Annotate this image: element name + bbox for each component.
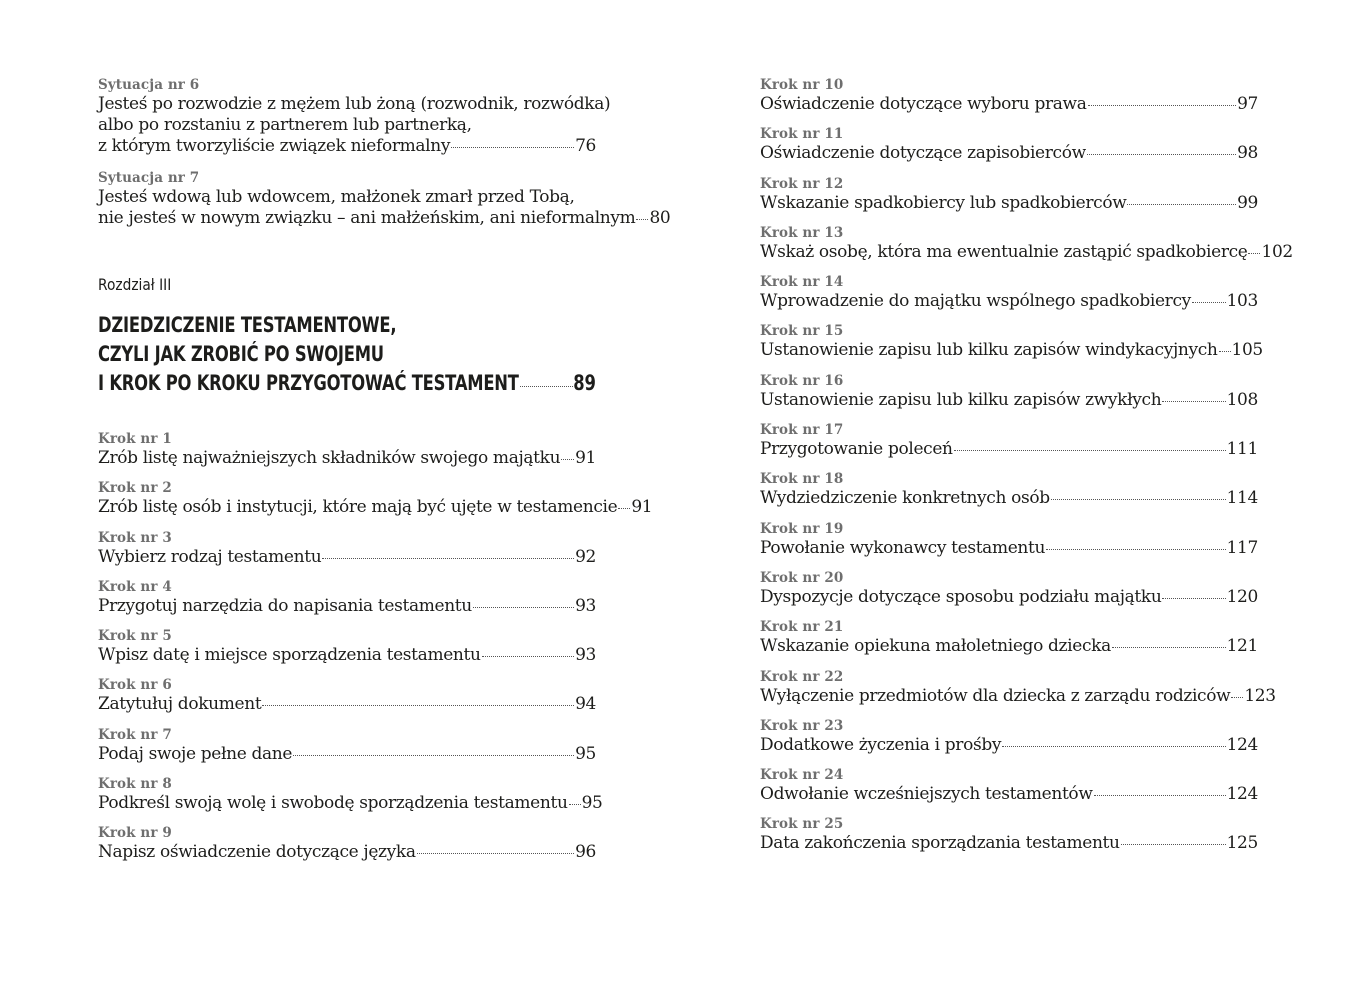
step-line — [98, 497, 653, 518]
entry-title: nie jesteś w nowym związku – ani małżeńskim, ani nieformalnym — [98, 208, 636, 228]
step-line — [98, 842, 596, 863]
dot-leader — [636, 219, 648, 220]
entry-label: Sytuacja nr 6 — [98, 77, 200, 93]
page-number: 108 — [1226, 389, 1258, 410]
toc-entry-step — [760, 224, 1293, 263]
step-label: Krok nr 12 — [760, 175, 844, 192]
entry-title-line: Jesteś po rozwodzie z mężem lub żoną (rozwodnik, rozwódka) — [98, 94, 611, 114]
page-number: 124 — [1226, 784, 1258, 805]
toc-entry-step — [760, 125, 1258, 164]
page-number: 103 — [1226, 291, 1258, 312]
page-number: 123 — [1244, 685, 1276, 706]
chapter-heading — [98, 275, 596, 398]
page-number: 97 — [1237, 94, 1258, 114]
step-title: Napisz oświadczenie dotyczące języka — [98, 842, 416, 863]
toc-entry-step — [98, 430, 596, 469]
page-number: 96 — [575, 842, 596, 863]
step-label: Krok nr 3 — [98, 529, 172, 546]
dot-leader — [1162, 401, 1225, 402]
step-label: Krok nr 14 — [760, 274, 844, 291]
page-number: 111 — [1226, 439, 1258, 460]
step-label: Krok nr 10 — [760, 77, 844, 93]
chapter-title-last-line — [98, 369, 596, 398]
step-title: Powołanie wykonawcy testamentu — [760, 537, 1046, 558]
step-label: Krok nr 25 — [760, 816, 844, 833]
dot-leader — [1112, 647, 1226, 648]
step-title: Przygotuj narzędzia do napisania testamentu — [98, 595, 472, 616]
toc-entry-step — [760, 618, 1258, 657]
toc-entry-step — [98, 824, 596, 863]
step-line — [760, 636, 1258, 657]
dot-leader — [1231, 697, 1243, 698]
step-title: Wskaż osobę, która ma ewentualnie zastąpić spadkobiercę — [760, 241, 1248, 262]
step-title: Oświadczenie dotyczące zapisobierców — [760, 143, 1086, 164]
toc-entry-step — [98, 529, 596, 568]
step-line — [98, 547, 596, 568]
dot-leader — [1248, 253, 1260, 254]
page-number: 125 — [1226, 833, 1258, 854]
page-number: 121 — [1226, 636, 1258, 657]
step-line — [760, 193, 1258, 214]
page-number: 93 — [575, 595, 596, 616]
toc-entry-step — [760, 766, 1258, 805]
step-line — [760, 488, 1258, 509]
step-title: Dyspozycje dotyczące sposobu podziału majątku — [760, 586, 1162, 607]
page-number: 93 — [575, 645, 596, 666]
step-label: Krok nr 2 — [98, 480, 172, 497]
page-number: 99 — [1237, 192, 1258, 213]
toc-entry-step — [98, 676, 596, 715]
step-title: Zatytułuj dokument — [98, 694, 262, 715]
dot-leader — [473, 607, 574, 608]
step-title: Wprowadzenie do majątku wspólnego spadkobiercy — [760, 291, 1191, 312]
step-line — [760, 94, 1258, 115]
step-line — [760, 241, 1293, 263]
toc-entry-situation-6 — [98, 76, 611, 157]
step-label: Krok nr 20 — [760, 569, 844, 586]
step-title: Zrób listę osób i instytucji, które mają być ujęte w testamencie — [98, 497, 618, 518]
step-title: Wskazanie opiekuna małoletniego dziecka — [760, 636, 1111, 657]
step-line — [98, 793, 603, 814]
page-number: 102 — [1261, 241, 1293, 262]
dot-leader — [569, 804, 581, 805]
dot-leader — [1121, 844, 1226, 845]
entry-title-line: albo po rozstaniu z partnerem lub partnerką, — [98, 115, 472, 135]
step-title: Oświadczenie dotyczące wyboru prawa — [760, 94, 1087, 114]
chapter-page-number: 89 — [573, 371, 596, 395]
page-number: 80 — [649, 208, 671, 228]
dot-leader — [322, 558, 574, 559]
step-title: Dodatkowe życzenia i prośby — [760, 734, 1002, 755]
page-number: 105 — [1231, 340, 1263, 361]
page-number: 120 — [1226, 586, 1258, 607]
chapter-label: Rozdział III — [98, 275, 172, 294]
toc-entry-step — [760, 717, 1258, 756]
chapter-title — [98, 311, 596, 398]
toc-entry-step — [98, 726, 596, 765]
page-number: 124 — [1226, 734, 1258, 755]
page-number: 95 — [575, 743, 596, 764]
toc-entry-step — [98, 578, 596, 617]
entry-title-line: Jesteś wdową lub wdowcem, małżonek zmarł przed Tobą, — [98, 187, 575, 207]
page-number: 114 — [1226, 488, 1258, 509]
toc-entry-step — [760, 520, 1258, 559]
step-label: Krok nr 5 — [98, 628, 172, 645]
step-line — [760, 784, 1258, 805]
dot-leader — [293, 755, 574, 756]
step-label: Krok nr 23 — [760, 717, 844, 734]
step-label: Krok nr 1 — [98, 431, 172, 447]
page-number: 94 — [575, 694, 596, 715]
step-line — [760, 143, 1258, 164]
page-number: 91 — [631, 497, 653, 518]
step-title: Data zakończenia sporządzania testamentu — [760, 833, 1120, 854]
left-toc-column — [98, 76, 671, 874]
step-title: Podkreśl swoją wolę i swobodę sporządzenia testamentu — [98, 793, 568, 814]
step-title: Wybierz rodzaj testamentu — [98, 546, 322, 567]
dot-leader — [954, 450, 1226, 451]
toc-entry-step — [760, 421, 1258, 460]
step-label: Krok nr 18 — [760, 471, 844, 488]
left-steps-list — [98, 430, 653, 863]
toc-entry-step — [760, 175, 1258, 214]
step-title: Ustanowienie zapisu lub kilku zapisów windykacyjnych — [760, 340, 1218, 361]
page-number: 98 — [1237, 143, 1258, 164]
page-number: 117 — [1226, 537, 1258, 558]
step-label: Krok nr 8 — [98, 776, 172, 793]
toc-entry-step — [760, 815, 1258, 854]
page-number: 95 — [581, 793, 603, 814]
step-line — [760, 291, 1258, 312]
page-number: 92 — [575, 546, 596, 567]
dot-leader — [520, 386, 573, 387]
dot-leader — [1127, 204, 1236, 205]
dot-leader — [262, 705, 574, 706]
toc-entry-step — [760, 76, 1258, 115]
right-toc-column — [760, 76, 1293, 865]
step-label: Krok nr 9 — [98, 825, 172, 842]
step-label: Krok nr 11 — [760, 126, 844, 143]
step-label: Krok nr 6 — [98, 677, 172, 694]
dot-leader — [1046, 549, 1225, 550]
step-title: Wpisz datę i miejsce sporządzenia testamentu — [98, 645, 481, 666]
step-title: Ustanowienie zapisu lub kilku zapisów zwykłych — [760, 389, 1162, 410]
toc-entry-step — [760, 569, 1258, 608]
step-title: Przygotowanie poleceń — [760, 439, 953, 460]
step-label: Krok nr 22 — [760, 668, 844, 685]
step-label: Krok nr 4 — [98, 578, 172, 595]
step-line — [760, 685, 1276, 707]
dot-leader — [451, 147, 574, 148]
step-line — [98, 744, 596, 765]
step-line — [760, 538, 1258, 559]
step-title: Wyłączenie przedmiotów dla dziecka z zarządu rodziców — [760, 685, 1231, 706]
dot-leader — [1192, 302, 1226, 303]
toc-entry-step — [98, 479, 653, 518]
step-line — [760, 439, 1258, 460]
step-title: Podaj swoje pełne dane — [98, 743, 293, 764]
step-label: Krok nr 15 — [760, 323, 844, 340]
entry-title-last-line — [98, 136, 596, 157]
entry-title-last-line — [98, 208, 671, 229]
step-label: Krok nr 17 — [760, 422, 844, 439]
page-number: 91 — [575, 448, 596, 468]
toc-entry-step — [98, 775, 603, 814]
entry-label: Sytuacja nr 7 — [98, 170, 200, 186]
entry-title: z którym tworzyliście związek nieformalny — [98, 136, 451, 156]
chapter-title-line: I KROK PO KROKU PRZYGOTOWAĆ TESTAMENT — [98, 371, 519, 395]
step-line — [760, 390, 1258, 411]
toc-entry-step — [760, 372, 1258, 411]
step-label: Krok nr 7 — [98, 726, 172, 743]
step-title: Wydziedziczenie konkretnych osób — [760, 488, 1050, 509]
right-steps-list — [760, 76, 1293, 854]
step-line — [760, 587, 1258, 608]
step-line — [760, 340, 1263, 361]
step-title: Odwołanie wcześniejszych testamentów — [760, 784, 1093, 805]
toc-entry-step — [760, 668, 1276, 707]
step-line — [760, 735, 1258, 756]
step-title: Wskazanie spadkobiercy lub spadkobierców — [760, 192, 1127, 213]
toc-entry-step — [760, 273, 1258, 312]
step-line — [98, 645, 596, 666]
dot-leader — [1087, 154, 1236, 155]
dot-leader — [1088, 105, 1237, 106]
dot-leader — [482, 656, 574, 657]
chapter-title-line: DZIEDZICZENIE TESTAMENTOWE, — [98, 313, 397, 337]
step-label: Krok nr 16 — [760, 372, 844, 389]
step-line — [98, 694, 596, 715]
step-title: Zrób listę najważniejszych składników swojego majątku — [98, 448, 561, 468]
toc-entry-step — [760, 470, 1258, 509]
dot-leader — [1002, 746, 1225, 747]
step-label: Krok nr 24 — [760, 767, 844, 784]
dot-leader — [1051, 499, 1226, 500]
step-label: Krok nr 13 — [760, 224, 844, 241]
page-number: 76 — [575, 136, 596, 156]
chapter-title-line: CZYLI JAK ZROBIĆ PO SWOJEMU — [98, 342, 384, 366]
dot-leader — [1162, 598, 1225, 599]
toc-entry-step — [760, 322, 1263, 361]
toc-entry-step — [98, 627, 596, 666]
step-label: Krok nr 21 — [760, 619, 844, 636]
step-line — [760, 833, 1258, 854]
dot-leader — [1219, 351, 1231, 352]
toc-entry-situation-7 — [98, 169, 671, 229]
dot-leader — [618, 508, 630, 509]
step-line — [98, 596, 596, 617]
dot-leader — [417, 853, 574, 854]
step-line — [98, 448, 596, 469]
step-label: Krok nr 19 — [760, 520, 844, 537]
dot-leader — [1094, 795, 1226, 796]
dot-leader — [561, 459, 574, 460]
